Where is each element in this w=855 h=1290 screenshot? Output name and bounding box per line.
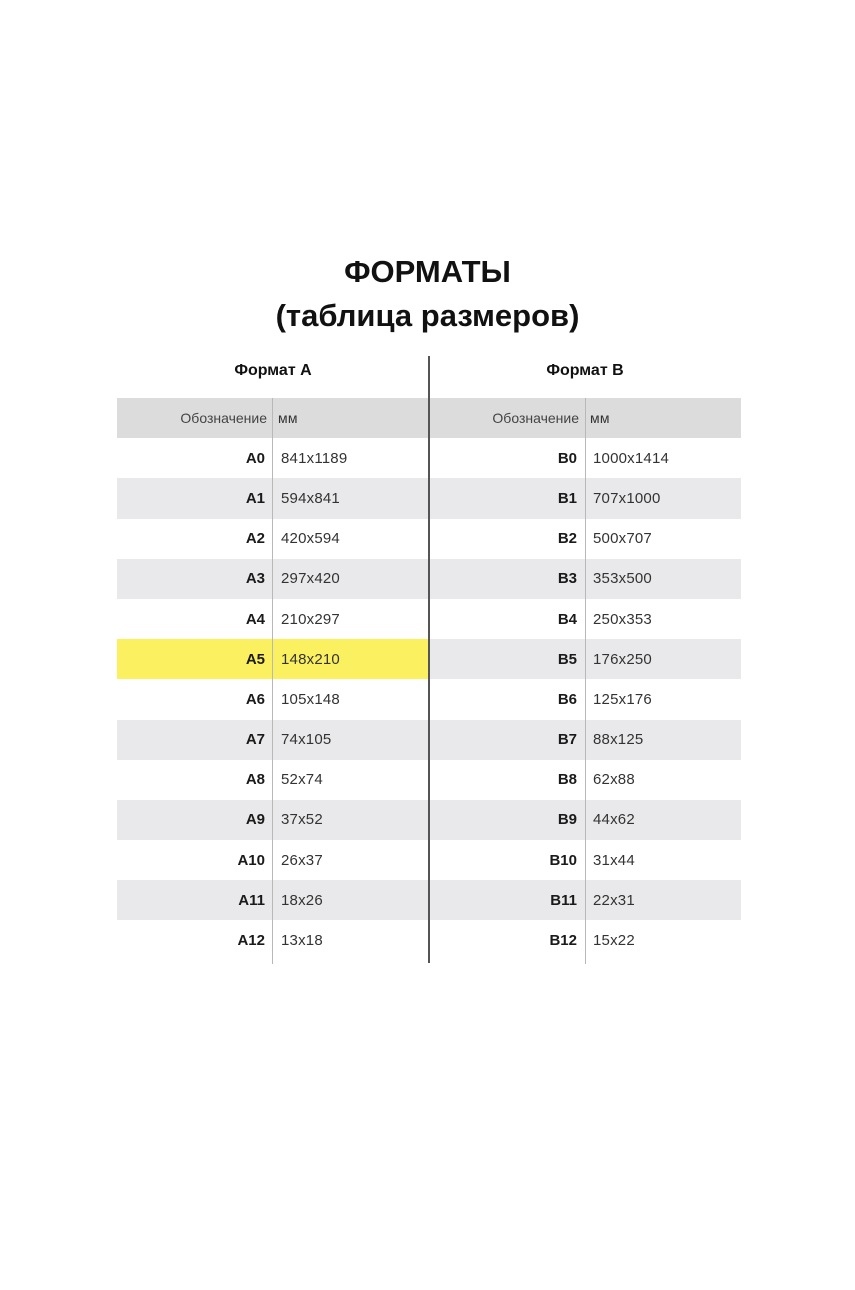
format-a-heading: Формат А xyxy=(234,362,312,379)
format-size: 176x250 xyxy=(593,650,652,668)
format-code: A2 xyxy=(245,530,265,548)
format-code: A3 xyxy=(245,570,265,588)
format-size: 1000x1414 xyxy=(593,449,670,467)
page-title xyxy=(0,250,855,338)
table-row xyxy=(117,760,429,800)
format-code: B11 xyxy=(550,891,577,909)
format-code: B4 xyxy=(557,610,577,628)
format-code: B12 xyxy=(549,932,577,950)
format-code: A8 xyxy=(245,771,265,789)
format-code: A1 xyxy=(245,489,265,507)
format-size: 353x500 xyxy=(593,570,652,588)
table-row xyxy=(117,559,429,599)
format-size: 148x210 xyxy=(281,650,340,668)
format-code: B8 xyxy=(557,771,577,789)
table-row xyxy=(117,840,429,880)
format-code: B10 xyxy=(549,851,577,869)
format-size: 125x176 xyxy=(593,690,652,708)
format-size: 13x18 xyxy=(281,932,323,950)
format-size: 250x353 xyxy=(593,610,652,628)
format-code: B1 xyxy=(557,489,577,507)
format-size: 297x420 xyxy=(281,570,340,588)
format-b-heading: Формат В xyxy=(546,362,624,379)
format-size: 18x26 xyxy=(281,891,323,909)
center-divider xyxy=(428,356,430,963)
table-row xyxy=(117,599,429,639)
title-line-2: (таблица размеров) xyxy=(275,298,580,333)
format-code: A5 xyxy=(245,650,265,668)
format-b-col-size: мм xyxy=(590,410,610,427)
format-size: 22x31 xyxy=(593,891,635,909)
table-row xyxy=(117,920,429,960)
format-a-col-code: Обозначение xyxy=(180,410,267,427)
format-size: 500x707 xyxy=(593,530,652,548)
format-size: 707x1000 xyxy=(593,489,661,507)
format-size: 88x125 xyxy=(593,731,644,749)
format-size: 37x52 xyxy=(281,811,323,829)
format-size: 15x22 xyxy=(593,932,635,950)
table-row-highlighted xyxy=(117,639,429,679)
format-code: A7 xyxy=(245,731,265,749)
table-row xyxy=(117,478,429,518)
format-code: A12 xyxy=(237,932,265,950)
table-row xyxy=(117,438,429,478)
format-size: 420x594 xyxy=(281,530,340,548)
format-code: B6 xyxy=(557,690,577,708)
format-code: B5 xyxy=(557,650,577,668)
format-code: A9 xyxy=(245,811,265,829)
format-code: A10 xyxy=(237,851,265,869)
format-size: 594x841 xyxy=(281,489,340,507)
table-row xyxy=(117,720,429,760)
format-size: 841x1189 xyxy=(281,449,348,467)
format-a-column-divider xyxy=(272,398,273,964)
format-code: A11 xyxy=(238,891,265,909)
format-code: B3 xyxy=(557,570,577,588)
format-b-col-code: Обозначение xyxy=(492,410,579,427)
format-a-header-row xyxy=(117,398,429,438)
table-row xyxy=(117,800,429,840)
format-code: B2 xyxy=(557,530,577,548)
format-a-table xyxy=(117,352,429,961)
format-size: 74x105 xyxy=(281,731,332,749)
format-size: 210x297 xyxy=(281,610,340,628)
format-code: A4 xyxy=(245,610,265,628)
format-code: B7 xyxy=(557,731,577,749)
format-size: 105x148 xyxy=(281,690,340,708)
format-b-column-divider xyxy=(585,398,586,964)
format-size: 62x88 xyxy=(593,771,635,789)
format-code: B9 xyxy=(557,811,577,829)
format-code: A0 xyxy=(245,449,265,467)
table-row xyxy=(117,679,429,719)
format-size: 26x37 xyxy=(281,851,323,869)
title-line-1: ФОРМАТЫ xyxy=(344,254,511,289)
format-a-col-size: мм xyxy=(278,410,298,427)
format-size: 44x62 xyxy=(593,811,635,829)
table-row xyxy=(117,880,429,920)
format-size: 31x44 xyxy=(593,851,635,869)
format-size: 52x74 xyxy=(281,771,323,789)
format-code: B0 xyxy=(557,449,577,467)
format-code: A6 xyxy=(245,690,265,708)
table-row xyxy=(117,519,429,559)
